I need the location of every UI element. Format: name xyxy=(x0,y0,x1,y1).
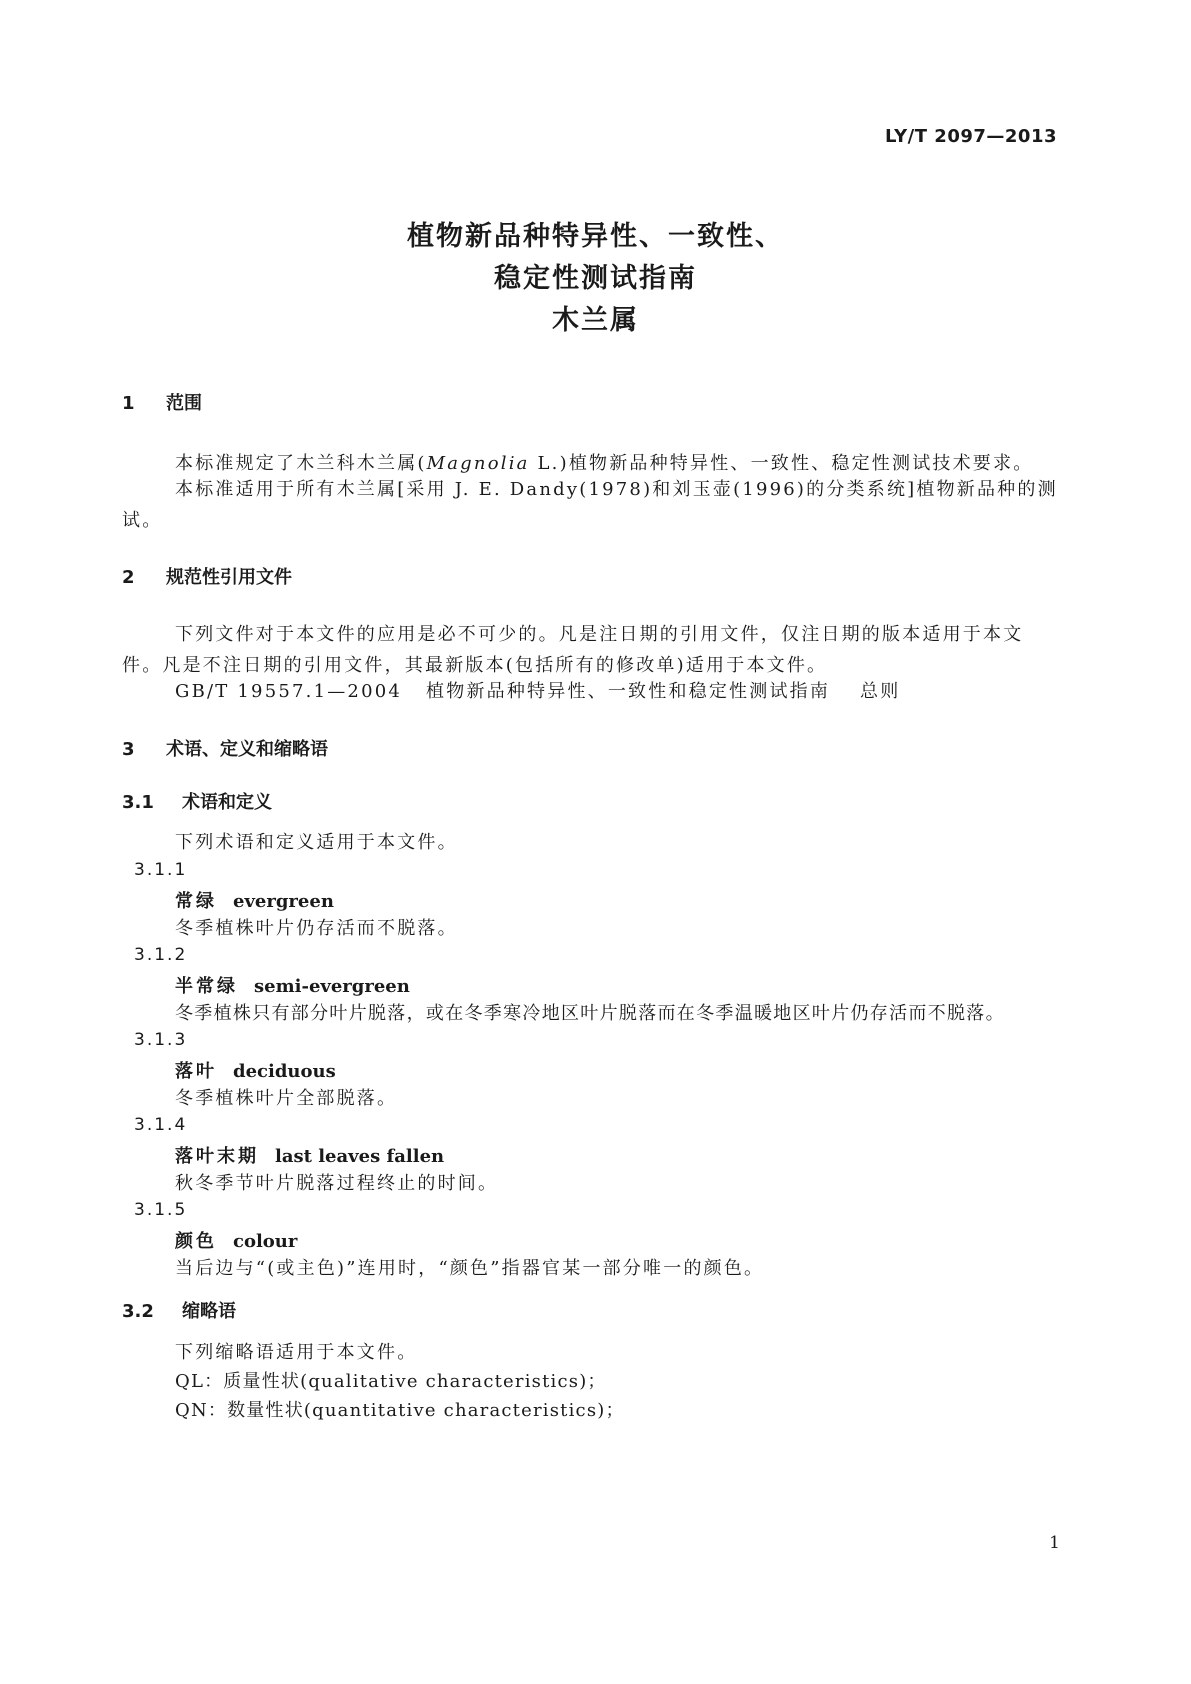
term-number: 3.1.5 xyxy=(134,1200,188,1220)
section-title: 规范性引用文件 xyxy=(166,567,292,588)
term-number: 3.1.4 xyxy=(134,1115,188,1135)
term-name: 落叶 deciduous xyxy=(175,1061,336,1082)
section-title: 范围 xyxy=(166,393,202,414)
section-2-paragraph: 下列文件对于本文件的应用是必不可少的。凡是注日期的引用文件，仅注日期的版本适用于本文件。凡是不注日期的引用文件，其最新版本(包括所有的修改单)适用于本文件。 xyxy=(122,624,1024,676)
term-name: 落叶末期 last leaves fallen xyxy=(175,1146,445,1167)
section-number: 1 xyxy=(122,393,135,414)
subsection-3-1-intro: 下列术语和定义适用于本文件。 xyxy=(175,832,458,853)
term-definition: 冬季植株叶片仍存活而不脱落。 xyxy=(175,918,458,939)
subsection-number: 3.2 xyxy=(122,1301,154,1322)
reference-title: 植物新品种特异性、一致性和稳定性测试指南 xyxy=(426,681,831,702)
section-1-paragraph-2: 本标准适用于所有木兰属[采用 J. E. Dandy(1978)和刘玉壶(1996)的分类系统]植物新品种的测试。 xyxy=(122,479,1058,531)
section-3-heading xyxy=(122,735,328,761)
term-definition: 冬季植株只有部分叶片脱落，或在冬季寒冷地区叶片脱落而在冬季温暖地区叶片仍存活而不脱落。 xyxy=(175,1003,1005,1024)
term-name: 常绿 evergreen xyxy=(175,891,334,912)
section-title: 术语、定义和缩略语 xyxy=(166,739,328,760)
term-number: 3.1.3 xyxy=(134,1030,188,1050)
reference-code: GB/T 19557.1—2004 xyxy=(175,681,403,702)
normative-reference xyxy=(175,677,900,703)
genus-name: Magnolia xyxy=(426,453,530,474)
subsection-3-2-intro: 下列缩略语适用于本文件。 xyxy=(175,1342,418,1363)
page-number: 1 xyxy=(1049,1533,1060,1553)
document-title-line-1: 植物新品种特异性、一致性、 xyxy=(407,221,784,252)
section-2-heading xyxy=(122,563,292,589)
section-number: 2 xyxy=(122,567,135,588)
term-definition: 秋冬季节叶片脱落过程终止的时间。 xyxy=(175,1173,499,1194)
section-1-heading xyxy=(122,389,202,415)
subsection-number: 3.1 xyxy=(122,792,154,813)
term-definition: 冬季植株叶片全部脱落。 xyxy=(175,1088,398,1109)
term-definition: 当后边与“(或主色)”连用时，“颜色”指器官某一部分唯一的颜色。 xyxy=(175,1258,765,1279)
abbreviation-item: QN：数量性状(quantitative characteristics)； xyxy=(175,1400,625,1421)
abbreviation-item: QL：质量性状(qualitative characteristics)； xyxy=(175,1371,607,1392)
term-number: 3.1.1 xyxy=(134,860,188,880)
reference-suffix: 总则 xyxy=(860,681,901,702)
section-1-paragraph-1: 本标准规定了木兰科木兰属(Magnolia L.)植物新品种特异性、一致性、稳定性测试技术要求。 xyxy=(175,453,1034,474)
subsection-title: 术语和定义 xyxy=(182,792,272,813)
subsection-title: 缩略语 xyxy=(182,1301,236,1322)
document-title-line-2: 稳定性测试指南 xyxy=(494,263,697,294)
term-name: 颜色 colour xyxy=(175,1231,298,1252)
subsection-3-1-heading xyxy=(122,788,272,814)
term-number: 3.1.2 xyxy=(134,945,188,965)
section-number: 3 xyxy=(122,739,135,760)
term-name: 半常绿 semi-evergreen xyxy=(175,976,410,997)
standard-code: LY/T 2097—2013 xyxy=(884,126,1057,147)
subsection-3-2-heading xyxy=(122,1297,236,1323)
document-title-line-3: 木兰属 xyxy=(552,305,639,336)
